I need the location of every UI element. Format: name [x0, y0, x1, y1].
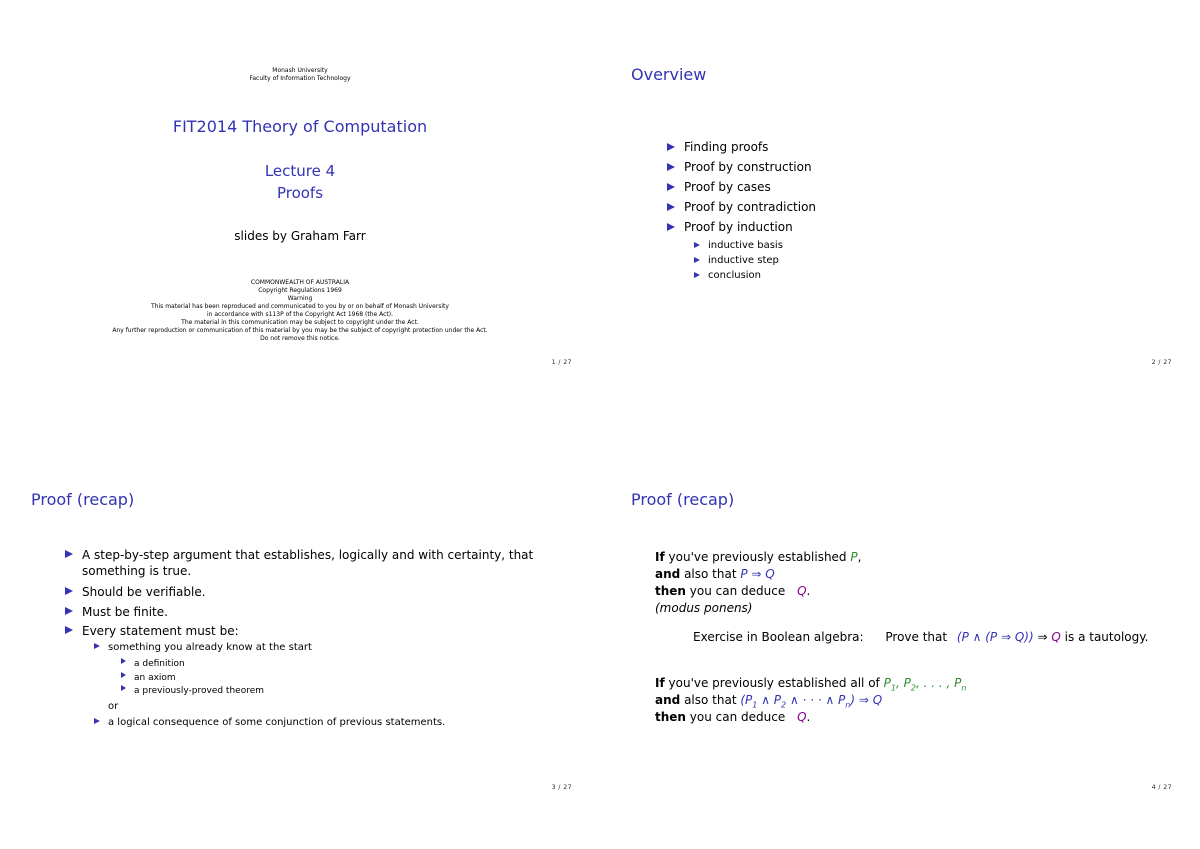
slide-title: Proof (recap)	[631, 490, 735, 509]
slide-title	[0, 0, 600, 424]
list-item: Must be finite.	[82, 604, 168, 620]
list-item: an axiom	[134, 670, 176, 686]
notice-line: Warning	[287, 295, 313, 302]
notice-line: Any further reproduction or communication of this material by you may be the subject of copyright protection under the Act.	[112, 327, 488, 334]
page-number: 2 / 27	[1151, 359, 1172, 366]
list-item: A step-by-step argument that establishes, logically and with certainty, that something is true.	[82, 547, 533, 579]
bullet-triangle-icon	[65, 626, 73, 634]
bullet-triangle-icon	[121, 672, 126, 678]
bullet-triangle-icon	[667, 163, 675, 171]
bullet-triangle-icon	[667, 223, 675, 231]
bullet-triangle-icon	[667, 183, 675, 191]
list-item: a definition	[134, 656, 185, 672]
lecture-topic: Proofs	[276, 184, 324, 202]
notice-line: in accordance with s113P of the Copyright Act 1968 (the Act).	[206, 311, 393, 318]
list-item: inductive basis	[694, 240, 783, 255]
list-item: Proof by contradiction	[667, 200, 816, 220]
slide-title: Overview	[631, 65, 707, 84]
course-title: FIT2014 Theory of Computation	[172, 117, 428, 136]
list-item: Proof by cases	[667, 180, 816, 200]
slide-overview	[600, 0, 1200, 424]
author-line: slides by Graham Farr	[234, 229, 366, 243]
bullet-triangle-icon	[121, 658, 126, 664]
bullet-triangle-icon	[65, 550, 73, 558]
bullet-triangle-icon	[94, 643, 100, 649]
induction-sublist	[694, 238, 783, 285]
conjunction-implication: ($P_1$ ∧ $P_2$ ∧ · · · ∧ $P_n$) ⇒ Q	[740, 693, 883, 710]
list-item: Every statement must be:	[82, 623, 239, 639]
list-item: Proof by induction	[667, 220, 816, 240]
university-name: Monash University	[272, 67, 328, 74]
list-item: something you already know at the start	[108, 640, 312, 656]
generalized-line-3: then you can deduce Q.	[655, 710, 811, 724]
modus-ponens-line-2: and also that P ⇒ Q	[655, 567, 775, 581]
copyright-notice	[0, 279, 600, 343]
notice-line: COMMONWEALTH OF AUSTRALIA	[250, 279, 350, 286]
list-item: conclusion	[694, 270, 783, 285]
page-number: 3 / 27	[551, 784, 572, 791]
lecture-heading	[0, 160, 600, 204]
bullet-triangle-icon	[694, 272, 700, 278]
list-item: a logical consequence of some conjunction of previous statements.	[108, 715, 445, 731]
notice-line: Copyright Regulations 1969	[258, 287, 342, 294]
modus-ponens-line-1: If you've previously established P,	[655, 550, 862, 564]
premise-sequence: $P_1$, $P_2$, . . . , $P_n$	[883, 676, 967, 693]
lecture-number: Lecture 4	[264, 162, 336, 180]
notice-line: The material in this communication may be subject to copyright under the Act.	[181, 319, 419, 326]
bullet-triangle-icon	[667, 203, 675, 211]
bullet-triangle-icon	[65, 587, 73, 595]
modus-ponens-line-3: then you can deduce Q.	[655, 584, 811, 598]
generalized-line-1: If you've previously established all of $P_1$, $P_2$, . . . , $P_n$	[655, 676, 967, 693]
page-number: 1 / 27	[551, 359, 572, 366]
generalized-line-2: and also that ($P_1$ ∧ $P_2$ ∧ · · · ∧ $P_n$) ⇒ Q	[655, 693, 883, 710]
slide-proof-recap-1	[0, 425, 600, 849]
notice-line: This material has been reproduced and communicated to you by or on behalf of Monash University	[151, 303, 449, 310]
list-item: Should be verifiable.	[82, 584, 206, 600]
bullet-triangle-icon	[121, 685, 126, 691]
bullet-triangle-icon	[694, 242, 700, 248]
list-item: inductive step	[694, 255, 783, 270]
exercise-line: Exercise in Boolean algebra: Prove that (P ∧ (P ⇒ Q)) ⇒ Q is a tautology.	[693, 630, 1149, 644]
institution-block	[0, 67, 600, 83]
bullet-triangle-icon	[94, 718, 100, 724]
list-item: a previously-proved theorem	[134, 683, 264, 699]
or-connector: or	[108, 701, 119, 712]
overview-list	[667, 140, 816, 240]
notice-line: Do not remove this notice.	[260, 335, 340, 342]
page-number: 4 / 27	[1151, 784, 1172, 791]
modus-ponens-label: (modus ponens)	[655, 601, 753, 615]
list-item: Finding proofs	[667, 140, 816, 160]
faculty-name: Faculty of Information Technology	[249, 75, 351, 82]
list-item: Proof by construction	[667, 160, 816, 180]
slide-proof-recap-2	[600, 425, 1200, 849]
bullet-triangle-icon	[694, 257, 700, 263]
slide-title: Proof (recap)	[31, 490, 135, 509]
bullet-triangle-icon	[65, 607, 73, 615]
bullet-triangle-icon	[667, 143, 675, 151]
